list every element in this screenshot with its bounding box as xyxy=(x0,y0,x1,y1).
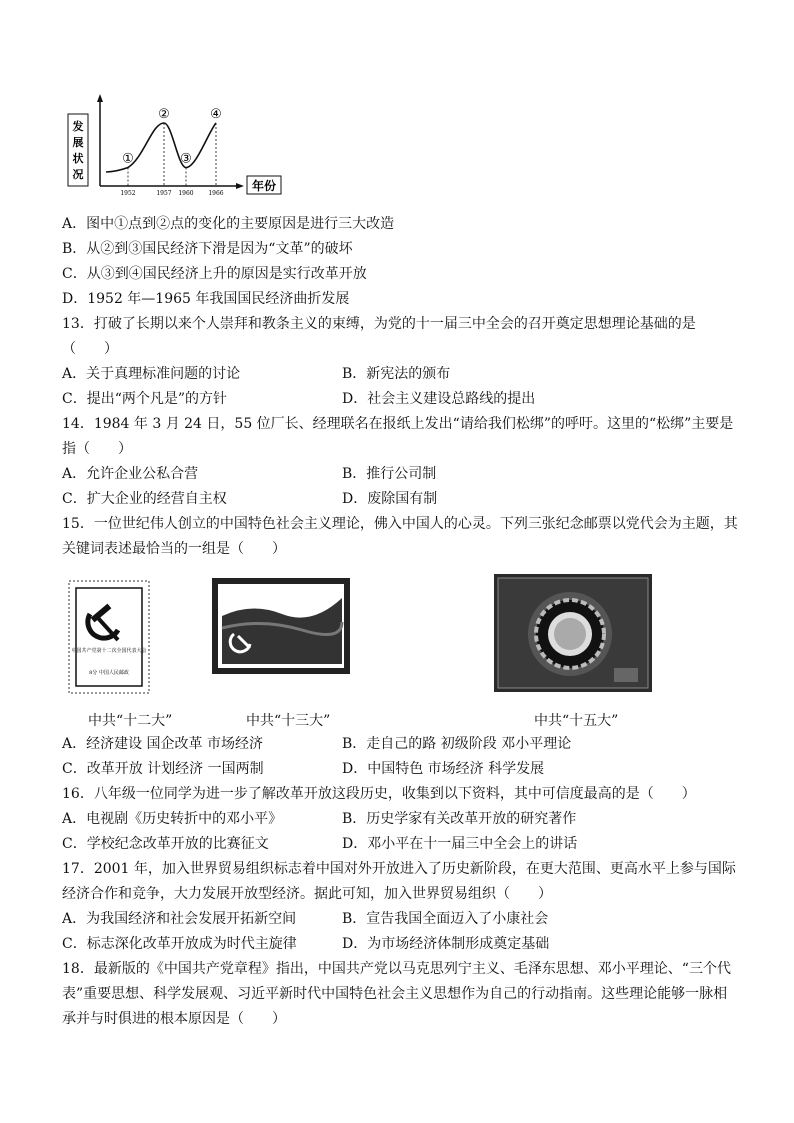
year-tick-label: 1960 xyxy=(178,190,194,197)
stamp1-text: 中国共产党第十二次全国代表大会 xyxy=(71,648,147,654)
q13-option-a: A．关于真理标准问题的讨论 xyxy=(62,366,241,382)
q17-option-a: A．为我国经济和社会发展开拓新空间 xyxy=(62,911,297,927)
stamp3-caption: 中共“十五大” xyxy=(534,713,619,729)
q16-option-c: C．学校纪念改革开放的比赛征文 xyxy=(62,836,269,852)
q17-stem-cont: 经济合作和竞争，大力发展开放型经济。据此可知，加入世界贸易组织（ ） xyxy=(62,886,552,902)
y-axis-arrow xyxy=(97,94,103,102)
year-tick-label: 1957 xyxy=(156,190,172,197)
stamp1-caption: 中共“十二大” xyxy=(88,713,173,729)
q14-stem: 14．1984 年 3 月 24 日，55 位厂长、经理联名在报纸上发出“请给我们松绑”的呼吁。这里的“松绑”主要是 xyxy=(62,416,734,432)
q18-stem-cont: 表”重要思想、科学发展观、习近平新时代中国特色社会主义思想作为自己的行动指南。这些理论能够一脉相 xyxy=(62,986,728,1002)
q14-option-c: C．扩大企业的经营自主权 xyxy=(62,491,227,507)
q17-stem: 17．2001 年，加入世界贸易组织标志着中国对外开放进入了历史新阶段，在更大范围、更高水平上参与国际 xyxy=(62,861,736,877)
q12-option-d: D．1952 年—1965 年我国国民经济曲折发展 xyxy=(62,291,350,307)
q18-stem-cont2: 承并与时俱进的根本原因是（ ） xyxy=(62,1011,286,1027)
q15-option-b: B．走自己的路 初级阶段 邓小平理论 xyxy=(342,736,572,752)
q16-option-a: A．电视剧《历史转折中的邓小平》 xyxy=(62,811,283,827)
q13-stem-cont: （ ） xyxy=(62,341,118,357)
q12-option-b: B．从②到③国民经济下滑是因为“文革”的破坏 xyxy=(62,241,353,257)
point-label: ③ xyxy=(180,151,192,167)
point-label: ④ xyxy=(210,107,222,122)
q14-option-d: D．废除国有制 xyxy=(342,491,438,507)
q14-option-a: A．允许企业公私合营 xyxy=(62,466,199,482)
x-axis-arrow xyxy=(236,183,244,189)
q17-option-d: D．为市场经济体制形成奠定基础 xyxy=(342,936,550,952)
q15-stem-cont: 关键词表述最恰当的一组是（ ） xyxy=(62,541,286,557)
point-label: ① xyxy=(122,151,134,167)
stamp-fifteenth-congress xyxy=(494,574,652,692)
xlabel: 年份 xyxy=(251,179,277,193)
year-tick-label: 1952 xyxy=(120,190,136,197)
ylabel-char: 发 xyxy=(72,120,84,133)
ylabel-char: 况 xyxy=(72,168,84,181)
q13-option-b: B．新宪法的颁布 xyxy=(342,366,451,382)
q18-stem: 18．最新版的《中国共产党章程》指出，中国共产党以马克思列宁主义、毛泽东思想、邓小平理论、“三个代 xyxy=(62,961,731,977)
q16-option-b: B．历史学家有关改革开放的研究著作 xyxy=(342,811,577,827)
q15-stem: 15．一位世纪伟人创立的中国特色社会主义理论，佛入中国人的心灵。下列三张纪念邮票以党代会为主题，其 xyxy=(62,516,738,532)
q12-option-c: C．从③到④国民经济上升的原因是实行改革开放 xyxy=(62,266,367,282)
q13-option-c: C．提出“两个凡是”的方针 xyxy=(62,391,228,407)
economy-development-chart xyxy=(62,92,292,204)
q17-option-b: B．宣告我国全面迈入了小康社会 xyxy=(342,911,549,927)
q16-option-d: D．邓小平在十一届三中全会上的讲话 xyxy=(342,836,578,852)
q13-option-d: D．社会主义建设总路线的提出 xyxy=(342,391,536,407)
q14-stem-cont: 指（ ） xyxy=(62,441,132,457)
year-tick-label: 1966 xyxy=(208,190,224,197)
q13-stem: 13．打破了长期以来个人崇拜和教条主义的束缚，为党的十一届三中全会的召开奠定思想理论基础的是 xyxy=(62,316,696,332)
stamp-thirteenth-congress xyxy=(212,578,350,674)
q15-option-a: A．经济建设 国企改革 市场经济 xyxy=(62,736,264,752)
q15-option-d: D．中国特色 市场经济 科学发展 xyxy=(342,761,545,777)
point-label: ② xyxy=(158,107,170,122)
stamp2-caption: 中共“十三大” xyxy=(246,713,331,729)
q17-option-c: C．标志深化改革开放成为时代主旋律 xyxy=(62,936,297,952)
ylabel-char: 状 xyxy=(72,152,84,165)
ylabel-char: 展 xyxy=(72,136,84,149)
stamp1-value: 8分 中国人民邮政 xyxy=(89,670,129,676)
stamp-twelfth-congress xyxy=(68,580,150,694)
q14-option-b: B．推行公司制 xyxy=(342,466,437,482)
q12-option-a: A．图中①点到②点的变化的主要原因是进行三大改造 xyxy=(62,216,395,232)
q16-stem: 16．八年级一位同学为进一步了解改革开放这段历史，收集到以下资料，其中可信度最高的是（ ） xyxy=(62,786,696,802)
q15-option-c: C．改革开放 计划经济 一国两制 xyxy=(62,761,264,777)
